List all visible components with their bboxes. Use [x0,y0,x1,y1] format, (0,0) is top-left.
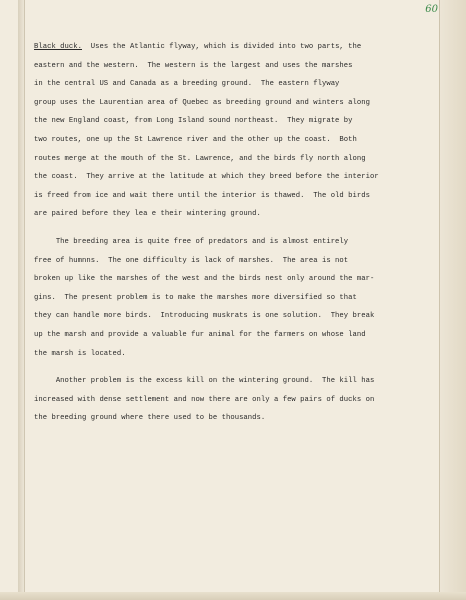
text-line: free of humnns. The one difficulty is lack of marshes. The area is not [34,256,349,265]
text-line-rest: Uses the Atlantic flyway, which is divided into two parts, the [82,43,362,51]
text-line: the coast. They arrive at the latitude at which they breed before the interior [34,173,379,182]
lead-term: Black duck. [34,43,82,51]
text-line: gins. The present problem is to make the marshes more diversified so that [34,293,357,302]
page-bottom-edge [0,592,466,600]
text-line: they can handle more birds. Introducing muskrats is one solution. They break [34,312,375,321]
text-line: the breeding ground where there used to be thousands. [34,414,266,423]
paragraph-gap [34,363,414,372]
text-line: broken up like the marshes of the west and the birds nest only around the mar- [34,275,375,284]
text-line: up the marsh and provide a valuable fur animal for the farmers on whose land [34,330,366,339]
page-number: 60 [425,4,438,15]
page-left-border [18,0,25,600]
text-line: increased with dense settlement and now there are only a few pairs of ducks on [34,395,375,404]
page-right-fold [439,0,466,600]
text-line: in the central US and Canada as a breeding ground. The eastern flyway [34,80,340,89]
text-line: routes merge at the mouth of the St. Lawrence, and the birds fly north along [34,154,366,163]
text-line: the new England coast, from Long Island sound northeast. They migrate by [34,117,353,126]
text-line: The breeding area is quite free of predators and is almost entirely [34,237,349,246]
text-line: are paired before they lea e their wintering ground. [34,210,261,219]
text-line: two routes, one up the St Lawrence river and the other up the coast. Both [34,135,357,144]
text-line: is freed from ice and wait there until the interior is thawed. The old birds [34,191,370,200]
text-line: the marsh is located. [34,349,126,358]
text-line: group uses the Laurentian area of Quebec as breeding ground and winters along [34,98,370,107]
typed-text-body [34,38,414,428]
text-line [34,38,414,57]
paragraph-gap [34,224,414,233]
text-line: Another problem is the excess kill on the wintering ground. The kill has [34,377,375,386]
text-line: eastern and the western. The western is the largest and uses the marshes [34,61,353,70]
